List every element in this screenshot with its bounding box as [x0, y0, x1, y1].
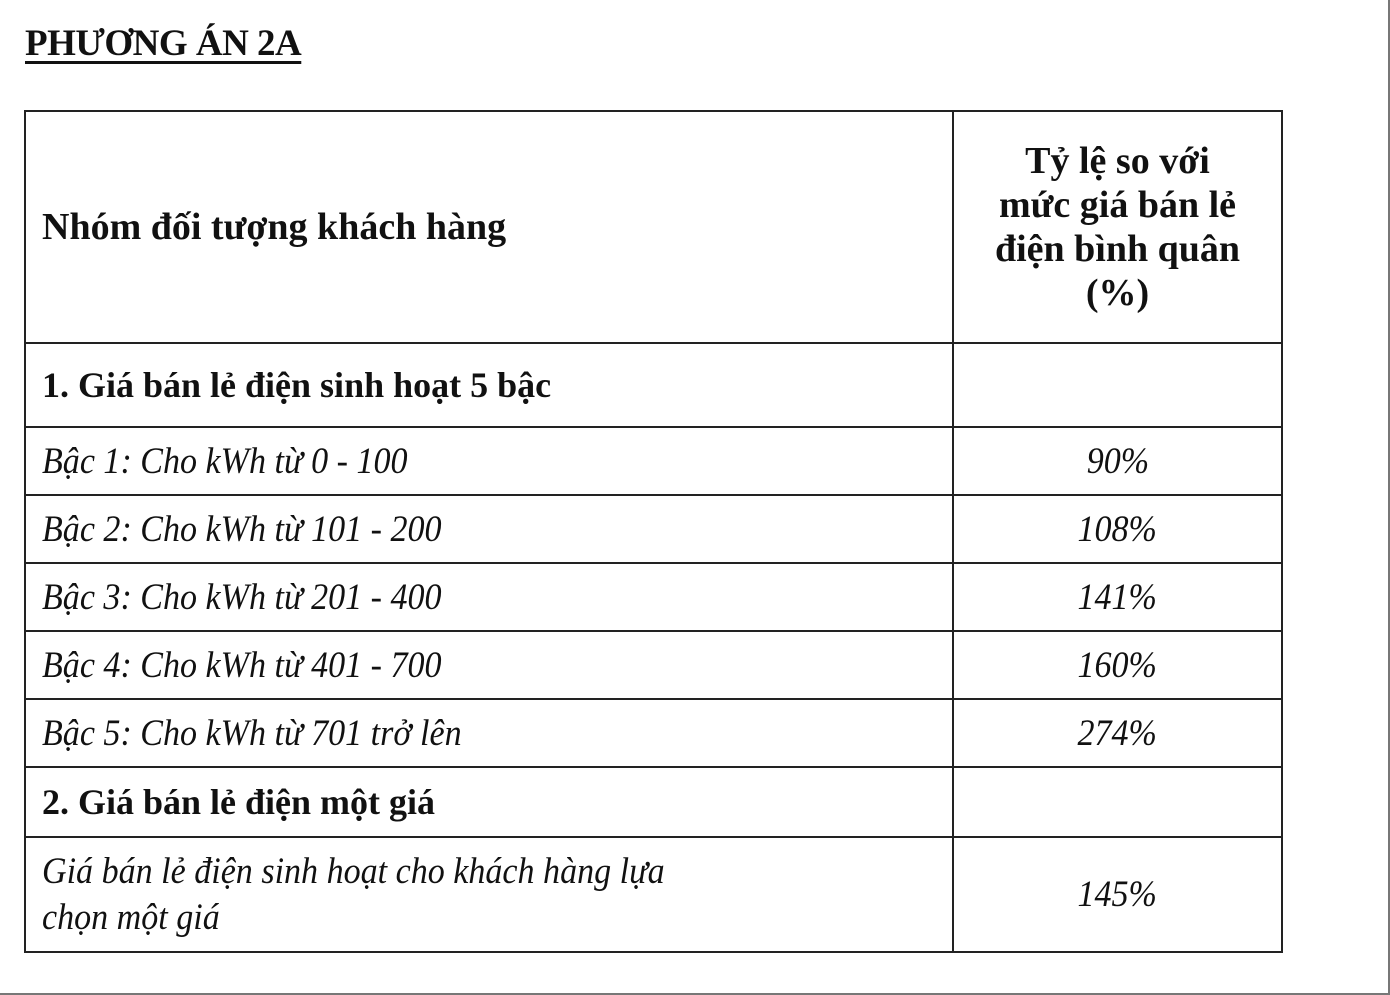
table-row	[25, 427, 1282, 495]
table-header-row	[25, 111, 1282, 343]
section-value	[953, 767, 1282, 837]
tier-value: 108%	[1077, 508, 1158, 550]
section-row	[25, 767, 1282, 837]
section-label: 2. Giá bán lẻ điện một giá	[25, 767, 953, 837]
header-ratio: Tỷ lệ so với mức giá bán lẻ điện bình quân (%)	[953, 111, 1282, 343]
single-price-label-line1: Giá bán lẻ điện sinh hoạt cho khách hàng lựa	[42, 850, 665, 892]
tier-value: 160%	[1077, 644, 1158, 686]
single-price-value: 145%	[1077, 874, 1158, 915]
pricing-table	[24, 110, 1283, 953]
table-row	[25, 699, 1282, 767]
section-row	[25, 343, 1282, 427]
table-row	[25, 495, 1282, 563]
tier-value: 141%	[1077, 576, 1158, 618]
tier-label: Bậc 3: Cho kWh từ 201 - 400	[42, 576, 442, 618]
single-price-label-line2: chọn một giá	[42, 896, 220, 938]
tier-value: 274%	[1077, 712, 1158, 754]
table-row	[25, 837, 1282, 952]
tier-label: Bậc 1: Cho kWh từ 0 - 100	[42, 440, 408, 482]
section-label: 1. Giá bán lẻ điện sinh hoạt 5 bậc	[25, 343, 953, 427]
section-value	[953, 343, 1282, 427]
table-row	[25, 631, 1282, 699]
tier-value: 90%	[1086, 440, 1149, 482]
header-customer-group: Nhóm đối tượng khách hàng	[25, 111, 953, 343]
document-title: PHƯƠNG ÁN 2A	[25, 23, 302, 64]
tier-label: Bậc 2: Cho kWh từ 101 - 200	[42, 508, 442, 550]
table-row	[25, 563, 1282, 631]
tier-label: Bậc 5: Cho kWh từ 701 trở lên	[42, 712, 462, 754]
tier-label: Bậc 4: Cho kWh từ 401 - 700	[42, 644, 442, 686]
